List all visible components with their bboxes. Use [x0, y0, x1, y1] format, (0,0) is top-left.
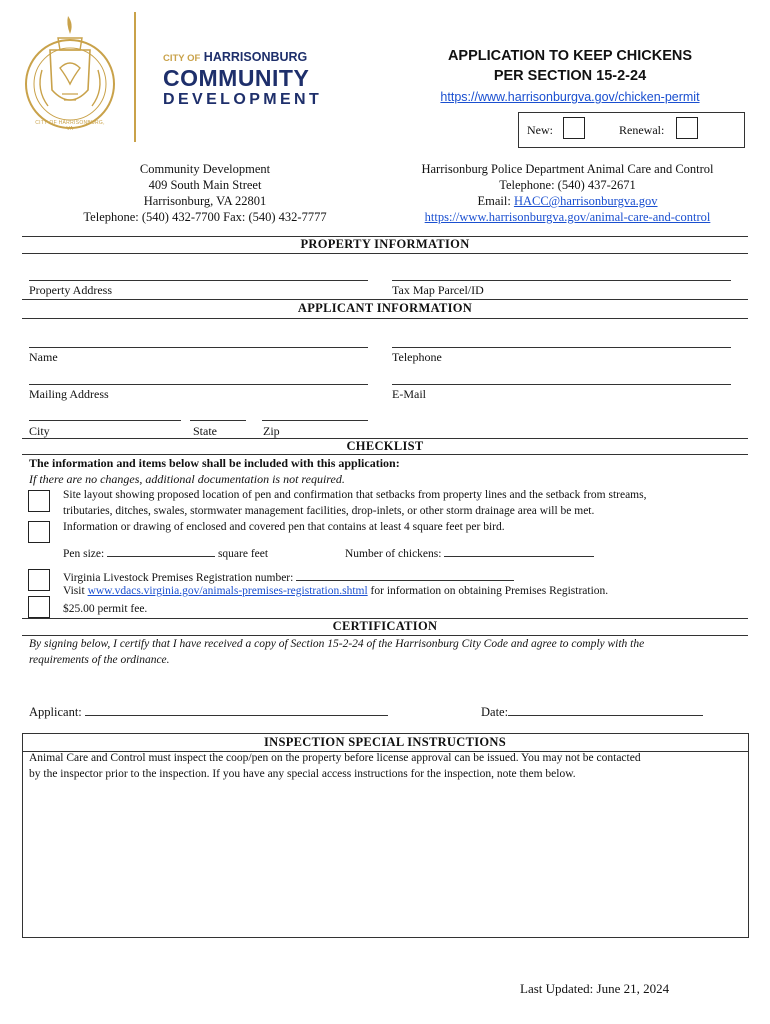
checklist-heading: CHECKLIST	[346, 439, 424, 453]
renewal-checkbox[interactable]	[676, 117, 698, 139]
applicant-signature-row	[29, 703, 388, 720]
inspection-text-2: by the inspector prior to the inspection. If you have any special access instructions for the inspection, note them below.	[29, 768, 576, 780]
checklist-intro: The information and items below shall be included with this application:	[29, 456, 400, 470]
brand-wordmark	[163, 50, 353, 109]
rule-certification-bottom	[22, 635, 748, 636]
pen-size-label: Pen size:	[63, 548, 108, 560]
tax-map-label: Tax Map Parcel/ID	[392, 283, 484, 297]
premises-registration-label: Virginia Livestock Premises Registration number:	[63, 572, 297, 584]
site-layout-text-1: Site layout showing proposed location of pen and confirmation that setbacks from property lines and the setback from streams,	[63, 489, 647, 501]
pen-drawing-checkbox[interactable]	[28, 521, 50, 543]
brand-development: DEVELOPMENT	[163, 91, 323, 108]
chicken-count-row	[345, 545, 594, 560]
site-layout-text-2: tributaries, ditches, swales, stormwater management facilities, drop-inlets, or other storm drainage area will be met.	[63, 505, 595, 517]
permit-fee-checkbox[interactable]	[28, 596, 50, 618]
property-address-label: Property Address	[29, 283, 112, 297]
applicant-signature-label: Applicant:	[29, 705, 85, 719]
acc-email-link[interactable]: HACC@harrisonburgva.gov	[513, 194, 658, 208]
state-label: State	[193, 424, 217, 438]
title-line-1: APPLICATION TO KEEP CHICKENS	[447, 48, 693, 64]
premises-registration-field[interactable]	[296, 569, 514, 581]
city-label: City	[29, 424, 50, 438]
telephone-field[interactable]	[392, 333, 731, 348]
pen-size-row	[63, 545, 268, 560]
acc-email-line	[390, 193, 745, 209]
premises-registration-row	[63, 569, 514, 584]
application-type-box	[518, 112, 745, 148]
brand-harrisonburg: HARRISONBURG	[203, 50, 308, 64]
vdacs-link[interactable]: www.vdacs.virginia.gov/animals-premises-registration.shtml	[87, 585, 368, 597]
acc-dept-name: Harrisonburg Police Department Animal Care and Control	[421, 162, 714, 176]
certification-heading: CERTIFICATION	[332, 619, 438, 633]
rule-checklist-bottom	[22, 454, 748, 455]
city-field[interactable]	[29, 406, 181, 421]
pen-size-unit: square feet	[215, 548, 269, 560]
acc-phone: Telephone: (540) 437-2671	[499, 178, 636, 192]
form-title	[400, 46, 740, 108]
pen-size-field[interactable]	[107, 545, 215, 557]
contact-dept-name: Community Development	[139, 162, 271, 176]
email-field[interactable]	[392, 370, 731, 385]
chicken-count-field[interactable]	[444, 545, 594, 557]
name-field[interactable]	[29, 333, 368, 348]
new-checkbox[interactable]	[563, 117, 585, 139]
site-layout-checkbox[interactable]	[28, 490, 50, 512]
property-heading: PROPERTY INFORMATION	[300, 237, 470, 251]
title-line-2: PER SECTION 15-2-24	[493, 68, 647, 84]
premises-visit-row	[63, 585, 608, 597]
zip-label: Zip	[263, 424, 280, 438]
applicant-signature-field[interactable]	[85, 703, 388, 716]
date-row	[481, 703, 703, 720]
certification-text-1: By signing below, I certify that I have received a copy of Section 15-2-24 of the Harrisonburg City Code and agree to comply with the	[29, 638, 645, 650]
premises-registration-checkbox[interactable]	[28, 569, 50, 591]
state-field[interactable]	[190, 406, 246, 421]
brand-city-of: CITY OF	[163, 53, 201, 64]
telephone-label: Telephone	[392, 350, 442, 364]
certification-text-2: requirements of the ordinance.	[29, 654, 170, 666]
date-label: Date:	[481, 705, 509, 719]
contact-city-state: Harrisonburg, VA 22801	[143, 194, 267, 208]
rule-applicant	[22, 299, 748, 300]
last-updated: Last Updated: June 21, 2024	[520, 981, 670, 996]
tax-map-field[interactable]	[392, 266, 731, 281]
chicken-permit-link[interactable]: https://www.harrisonburgva.gov/chicken-permit	[440, 90, 700, 104]
applicant-heading: APPLICANT INFORMATION	[297, 301, 473, 315]
acc-website-link[interactable]: https://www.harrisonburgva.gov/animal-care-and-control	[424, 210, 711, 224]
inspection-notes-area[interactable]	[26, 786, 744, 932]
inspection-text-1: Animal Care and Control must inspect the coop/pen on the property before license approval can be issued. You may not be contacted	[29, 752, 641, 764]
chicken-count-label: Number of chickens:	[345, 548, 445, 560]
contact-phone-fax: Telephone: (540) 432-7700 Fax: (540) 432-7777	[83, 210, 327, 224]
logo-divider	[134, 12, 136, 142]
inspection-heading: INSPECTION SPECIAL INSTRUCTIONS	[263, 735, 506, 749]
seal-text: CITY OF HARRISONBURG, VA	[35, 120, 105, 132]
contact-street: 409 South Main Street	[148, 178, 262, 192]
rule-applicant-bottom	[22, 318, 748, 319]
permit-fee-text: $25.00 permit fee.	[63, 603, 148, 615]
community-development-contact	[50, 161, 360, 225]
pen-drawing-text: Information or drawing of enclosed and covered pen that contains at least 4 square feet per bird.	[63, 521, 505, 533]
animal-control-contact	[390, 161, 745, 225]
property-address-field[interactable]	[29, 266, 368, 281]
email-label: E-Mail	[392, 387, 426, 401]
date-field[interactable]	[508, 703, 703, 716]
name-label: Name	[29, 350, 58, 364]
city-seal-logo	[22, 10, 118, 138]
mailing-address-field[interactable]	[29, 370, 368, 385]
renewal-label: Renewal:	[619, 123, 665, 137]
acc-email-label: Email:	[477, 194, 514, 208]
mailing-address-label: Mailing Address	[29, 387, 109, 401]
premises-visit-text: Visit	[63, 585, 88, 597]
brand-community: COMMUNITY	[163, 65, 310, 91]
premises-visit-after: for information on obtaining Premises Registration.	[367, 585, 609, 597]
rule-property-bottom	[22, 253, 748, 254]
zip-field[interactable]	[262, 406, 368, 421]
checklist-note: If there are no changes, additional documentation is not required.	[29, 472, 345, 486]
new-label: New:	[527, 123, 553, 137]
